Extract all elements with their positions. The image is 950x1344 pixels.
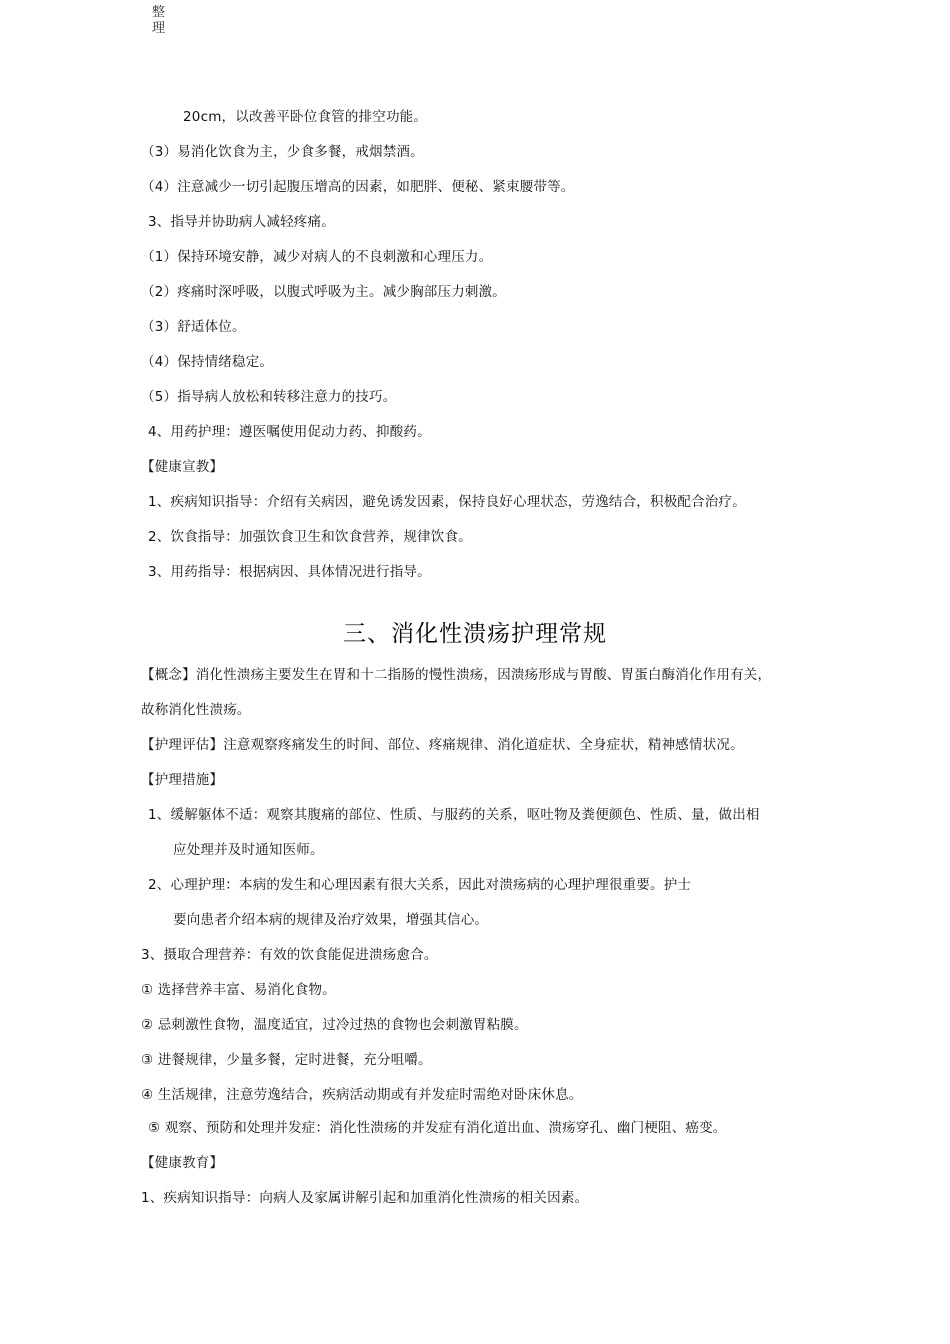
list-item: ② 忌刺激性食物，温度适宜，过冷过热的食物也会刺激胃粘膜。 [141, 1017, 528, 1033]
section-heading: 【护理措施】 [141, 772, 224, 788]
section-heading: 【健康宣教】 [141, 459, 224, 475]
text-line: （1）保持环境安静，减少对病人的不良刺激和心理压力。 [141, 249, 493, 265]
text-line: 应处理并及时通知医师。 [173, 842, 324, 858]
text-line: 20cm，以改善平卧位食管的排空功能。 [183, 109, 428, 125]
list-item: ⑤ 观察、预防和处理并发症：消化性溃疡的并发症有消化道出血、溃疡穿孔、幽门梗阻、癌变。 [148, 1120, 727, 1136]
text-line: （4）保持情绪稳定。 [141, 354, 274, 370]
page-header: 整理 [152, 5, 166, 36]
list-item: ④ 生活规律，注意劳逸结合，疾病活动期或有并发症时需绝对卧床休息。 [141, 1087, 583, 1103]
list-item: ① 选择营养丰富、易消化食物。 [141, 982, 336, 998]
text-line: （3）易消化饮食为主，少食多餐，戒烟禁酒。 [141, 144, 424, 160]
text-line: （2）疼痛时深呼吸，以腹式呼吸为主。减少胸部压力刺激。 [141, 284, 506, 300]
chapter-title: 三、消化性溃疡护理常规 [343, 621, 607, 647]
text-line: （3）舒适体位。 [141, 319, 246, 335]
text-line: 1、疾病知识指导：介绍有关病因，避免诱发因素，保持良好心理状态，劳逸结合，积极配合治疗。 [148, 494, 746, 510]
text-line: 【护理评估】注意观察疼痛发生的时间、部位、疼痛规律、消化道症状、全身症状，精神感情状况。 [141, 737, 744, 753]
text-line: 3、指导并协助病人减轻疼痛。 [148, 214, 335, 230]
text-line: 故称消化性溃疡。 [141, 702, 251, 718]
text-line: （5）指导病人放松和转移注意力的技巧。 [141, 389, 397, 405]
text-line: 1、缓解躯体不适：观察其腹痛的部位、性质、与服药的关系，呕吐物及粪便颜色、性质、量，做出相 [148, 807, 760, 823]
section-heading: 【健康教育】 [141, 1155, 224, 1171]
text-line: 4、用药护理：遵医嘱使用促动力药、抑酸药。 [148, 424, 431, 440]
text-line: 2、饮食指导：加强饮食卫生和饮食营养，规律饮食。 [148, 529, 472, 545]
text-line: 【概念】消化性溃疡主要发生在胃和十二指肠的慢性溃疡，因溃疡形成与胃酸、胃蛋白酶消化作用有关， [141, 667, 772, 683]
text-line: 3、摄取合理营养：有效的饮食能促进溃疡愈合。 [141, 947, 438, 963]
text-line: （4）注意减少一切引起腹压增高的因素，如肥胖、便秘、紧束腰带等。 [141, 179, 575, 195]
text-line: 1、疾病知识指导：向病人及家属讲解引起和加重消化性溃疡的相关因素。 [141, 1190, 589, 1206]
text-line: 2、心理护理：本病的发生和心理因素有很大关系，因此对溃疡病的心理护理很重要。护士 [148, 877, 692, 893]
text-line: 要向患者介绍本病的规律及治疗效果，增强其信心。 [173, 912, 489, 928]
text-line: 3、用药指导：根据病因、具体情况进行指导。 [148, 564, 431, 580]
list-item: ③ 进餐规律，少量多餐，定时进餐，充分咀嚼。 [141, 1052, 432, 1068]
